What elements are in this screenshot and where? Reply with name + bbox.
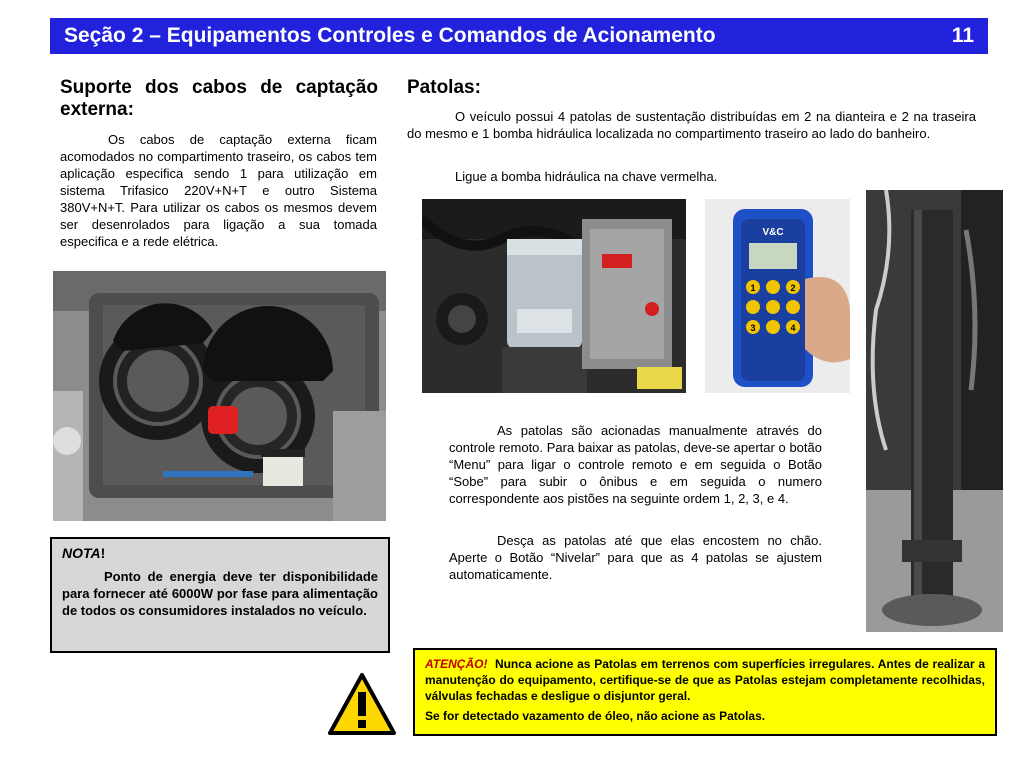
lowering-paragraph: Desça as patolas até que elas encostem no chão. Aperte o Botão “Nivelar” para que as 4 patolas se ajustem automaticamente. (449, 533, 822, 582)
section-title: Seção 2 – Equipamentos Controles e Comandos de Acionamento (64, 24, 716, 47)
nota-title-suffix: ! (100, 545, 106, 561)
warning-icon (327, 672, 397, 736)
atencao-box (413, 648, 997, 736)
remote-brand: V&C (762, 227, 784, 238)
section-header (50, 18, 988, 54)
atencao-paragraph (425, 656, 985, 704)
remote-button-1: 1 (750, 283, 756, 293)
nota-title: NOTA! (62, 545, 106, 561)
patolas-intro: O veículo possui 4 patolas de sustentação distribuídas em 2 na dianteira e 2 na traseira do mesmo e 1 bomba hidráulica localizada no compartimento traseiro ao lado do banheiro. (407, 109, 976, 141)
stabilizer-leg-photo (866, 190, 1003, 632)
atencao-note: Se for detectado vazamento de óleo, não acione as Patolas. (425, 709, 766, 723)
nota-body: Ponto de energia deve ter disponibilidade para fornecer até 6000W por fase para alimentação de todos os consumidores instalados no veículo. (62, 569, 378, 618)
cables-paragraph: Os cabos de captação externa ficam acomodados no compartimento traseiro, os cabos tem aplicação especifica sendo 1 para utilização em sistema Trifasico 220V+N+T e outro Sistema 380V+N+T. Para utilizar os cabos os mesmos devem ser desenrolados para ligação a sua tomada especifica e a rede elétrica. (60, 132, 377, 249)
cables-heading: Suporte dos cabos de captação externa: (60, 77, 378, 120)
remote-button-3: 3 (750, 323, 756, 333)
cable-compartment-photo (53, 271, 386, 521)
atencao-body: Nunca acione as Patolas em terrenos com superfícies irregulares. Antes de realizar a manutenção do equipamento, certifique-se de que as Patolas estejam completamente recolhidas, válvulas fechadas e desligue o disjuntor geral. (425, 657, 985, 703)
patolas-heading: Patolas: (407, 77, 481, 98)
hydraulic-pump-photo (422, 199, 686, 393)
remote-button-2: 2 (790, 283, 796, 293)
remote-button-4: 4 (790, 323, 796, 333)
pump-instruction: Ligue a bomba hidráulica na chave vermelha. (455, 169, 718, 184)
remote-control-photo (705, 199, 850, 393)
atencao-lead: ATENÇÃO! (425, 657, 488, 671)
operation-paragraph: As patolas são acionadas manualmente através do controle remoto. Para baixar as patolas, deve-se apertar o botão “Menu” para ligar o controle remoto e em seguida o Botão “Sobe” para subir o ônibus e em seguida o numero correspondente aos pistões na seguinte ordem 1, 2, 3, e 4. (449, 423, 822, 506)
nota-box (50, 537, 390, 653)
page-number: 11 (951, 24, 974, 47)
